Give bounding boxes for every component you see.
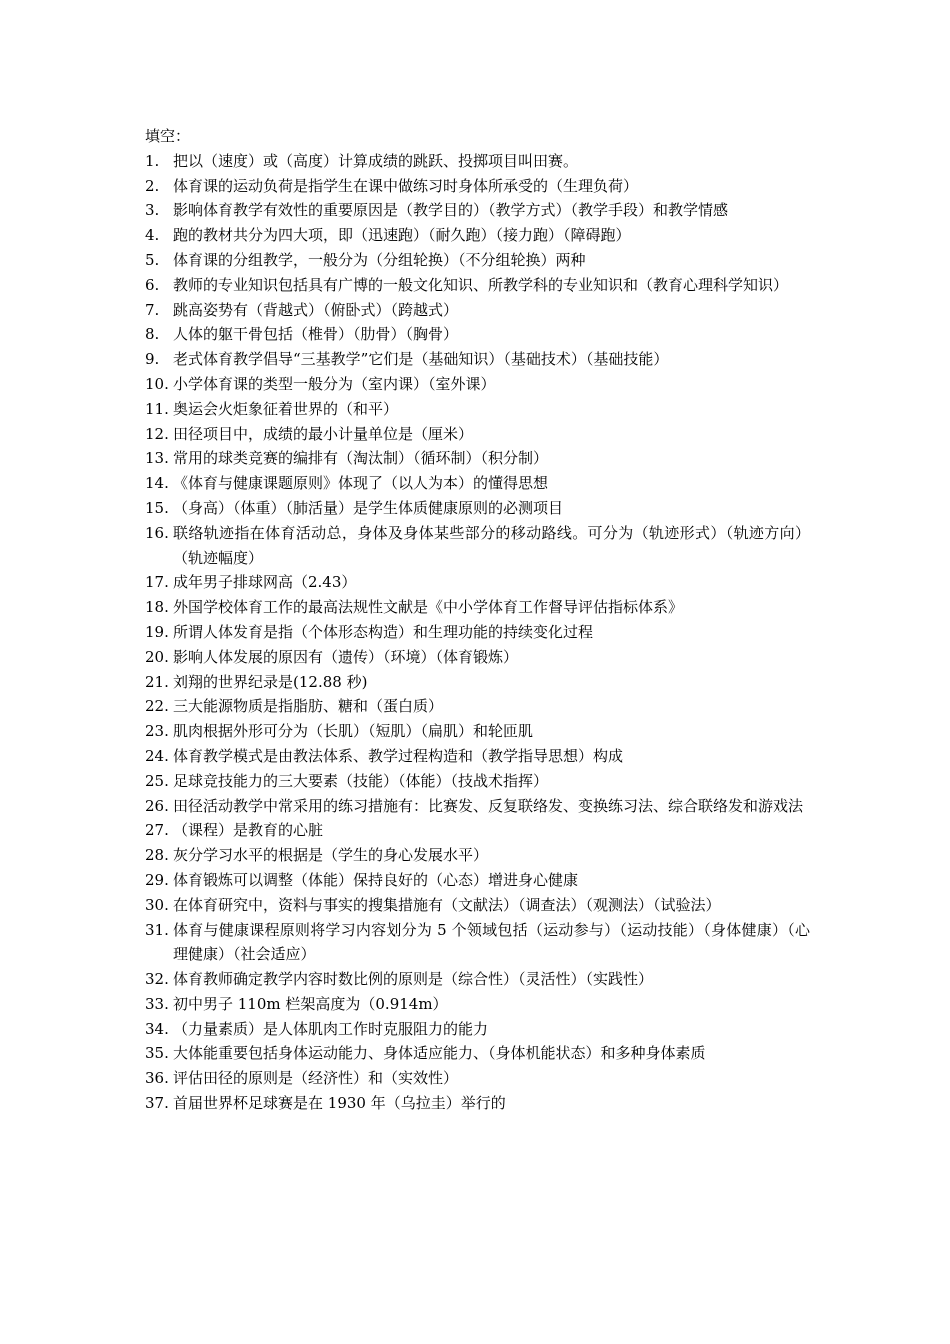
question-item — [145, 992, 810, 1017]
question-item — [145, 670, 810, 695]
question-number: 3. — [145, 201, 160, 220]
question-item — [145, 893, 810, 918]
question-number: 31. — [145, 920, 169, 939]
question-text: 把以（速度）或（高度）计算成绩的跳跃、投掷项目叫田赛。 — [173, 151, 579, 170]
question-text: 教师的专业知识包括具有广博的一般文化知识、所教学科的专业知识和（教育心理科学知识） — [173, 275, 789, 294]
question-text: （课程）是教育的心脏 — [173, 821, 324, 840]
question-item — [145, 1017, 810, 1042]
question-text: 跳高姿势有（背越式）（俯卧式）（跨越式） — [173, 300, 459, 319]
question-item — [145, 347, 810, 372]
question-item — [145, 521, 810, 571]
question-item — [145, 397, 810, 422]
question-number: 35. — [145, 1044, 169, 1063]
question-item — [145, 149, 810, 174]
question-item — [145, 645, 810, 670]
question-item — [145, 1091, 810, 1116]
question-text: 奥运会火炬象征着世界的（和平） — [173, 399, 399, 418]
question-number: 4. — [145, 226, 160, 245]
question-text: 首届世界杯足球赛是在 1930 年（乌拉圭）举行的 — [173, 1094, 506, 1113]
question-item — [145, 422, 810, 447]
question-text: 灰分学习水平的根据是（学生的身心发展水平） — [173, 846, 489, 865]
question-number: 30. — [145, 895, 169, 914]
question-number: 13. — [145, 449, 169, 468]
question-list — [145, 149, 810, 1116]
question-text: 三大能源物质是指脂肪、糖和（蛋白质） — [173, 697, 444, 716]
question-text: 体育课的运动负荷是指学生在课中做练习时身体所承受的（生理负荷） — [173, 176, 639, 195]
question-item — [145, 372, 810, 397]
question-item — [145, 273, 810, 298]
question-text: 体育锻炼可以调整（体能）保持良好的（心态）增进身心健康 — [173, 870, 579, 889]
question-text: 体育与健康课程原则将学习内容划分为 5 个领域包括（运动参与）（运动技能）（身体健康）（心理健康）（社会适应） — [173, 920, 810, 964]
question-number: 5. — [145, 250, 160, 269]
question-text: 在体育研究中，资料与事实的搜集措施有（文献法）（调查法）（观测法）（试验法） — [173, 895, 721, 914]
question-number: 11. — [145, 399, 169, 418]
question-number: 8. — [145, 325, 160, 344]
question-text: 体育课的分组教学，一般分为（分组轮换）（不分组轮换）两种 — [173, 250, 586, 269]
question-text: 体育教学模式是由教法体系、教学过程构造和（教学指导思想）构成 — [173, 746, 624, 765]
question-text: 足球竞技能力的三大要素（技能）（体能）（技战术指挥） — [173, 771, 549, 790]
question-text: 跑的教材共分为四大项，即（迅速跑）（耐久跑）（接力跑）（障碍跑） — [173, 226, 631, 245]
question-text: 大体能重要包括身体运动能力、身体适应能力、（身体机能状态）和多种身体素质 — [173, 1044, 706, 1063]
question-item — [145, 174, 810, 199]
question-text: 人体的躯干骨包括（椎骨）（肋骨）（胸骨） — [173, 325, 459, 344]
question-number: 19. — [145, 622, 169, 641]
question-number: 15. — [145, 498, 169, 517]
question-number: 29. — [145, 870, 169, 889]
question-number: 14. — [145, 474, 169, 493]
question-item — [145, 620, 810, 645]
question-number: 9. — [145, 350, 160, 369]
question-item — [145, 694, 810, 719]
question-text: 初中男子 110m 栏架高度为（0.914m） — [173, 994, 448, 1013]
question-number: 20. — [145, 647, 169, 666]
question-item — [145, 446, 810, 471]
question-item — [145, 1066, 810, 1091]
question-item — [145, 223, 810, 248]
question-number: 2. — [145, 176, 160, 195]
question-item — [145, 719, 810, 744]
question-number: 10. — [145, 374, 169, 393]
question-text: 影响体育教学有效性的重要原因是（教学目的）（教学方式）（教学手段）和教学情感 — [173, 201, 729, 220]
question-text: （力量素质）是人体肌肉工作时克服阻力的能力 — [173, 1019, 489, 1038]
question-item — [145, 818, 810, 843]
question-text: 刘翔的世界纪录是(12.88 秒) — [173, 672, 368, 691]
question-number: 28. — [145, 846, 169, 865]
question-number: 25. — [145, 771, 169, 790]
question-number: 18. — [145, 598, 169, 617]
question-number: 24. — [145, 746, 169, 765]
question-text: 田径活动教学中常采用的练习措施有：比赛发、反复联络发、变换练习法、综合联络发和游戏法 — [173, 796, 804, 815]
question-text: 常用的球类竞赛的编排有（淘汰制）（循环制）（积分制） — [173, 449, 549, 468]
question-item — [145, 967, 810, 992]
question-number: 33. — [145, 994, 169, 1013]
document-body — [145, 124, 810, 1116]
question-text: （身高）（体重）（肺活量）是学生体质健康原则的必测项目 — [173, 498, 564, 517]
question-item — [145, 570, 810, 595]
question-item — [145, 769, 810, 794]
question-number: 16. — [145, 523, 169, 542]
question-text: 所谓人体发育是指（个体形态构造）和生理功能的持续变化过程 — [173, 622, 594, 641]
question-text: 田径项目中，成绩的最小计量单位是（厘米） — [173, 424, 474, 443]
question-number: 6. — [145, 275, 160, 294]
question-text: 老式体育教学倡导“三基教学”它们是（基础知识）（基础技术）（基础技能） — [173, 350, 669, 369]
question-number: 37. — [145, 1094, 169, 1113]
question-item — [145, 744, 810, 769]
question-item — [145, 1041, 810, 1066]
section-heading: 填空： — [145, 127, 191, 145]
question-number: 22. — [145, 697, 169, 716]
question-number: 21. — [145, 672, 169, 691]
question-item — [145, 298, 810, 323]
question-text: 成年男子排球网高（2.43） — [173, 573, 357, 592]
question-text: 联络轨迹指在体育活动总，身体及身体某些部分的移动路线。可分为（轨迹形式）（轨迹方向）（轨迹幅度） — [173, 523, 810, 567]
question-item — [145, 496, 810, 521]
question-text: 体育教师确定教学内容时数比例的原则是（综合性）（灵活性）（实践性） — [173, 970, 654, 989]
question-number: 17. — [145, 573, 169, 592]
question-number: 23. — [145, 722, 169, 741]
question-number: 34. — [145, 1019, 169, 1038]
question-number: 7. — [145, 300, 160, 319]
question-item — [145, 918, 810, 968]
question-item — [145, 794, 810, 819]
question-text: 《体育与健康课题原则》体现了（以人为本）的懂得思想 — [173, 474, 549, 493]
question-number: 1. — [145, 151, 160, 170]
question-item — [145, 843, 810, 868]
question-text: 外国学校体育工作的最高法规性文献是《中小学体育工作督导评估指标体系》 — [173, 598, 684, 617]
question-item — [145, 868, 810, 893]
question-item — [145, 595, 810, 620]
question-item — [145, 248, 810, 273]
question-item — [145, 198, 810, 223]
question-item — [145, 471, 810, 496]
question-number: 32. — [145, 970, 169, 989]
question-number: 27. — [145, 821, 169, 840]
question-number: 26. — [145, 796, 169, 815]
question-text: 肌肉根据外形可分为（长肌）（短肌）（扁肌）和轮匝肌 — [173, 722, 534, 741]
question-item — [145, 322, 810, 347]
question-text: 影响人体发展的原因有（遗传）（环境）（体育锻炼） — [173, 647, 519, 666]
question-text: 小学体育课的类型一般分为（室内课）（室外课） — [173, 374, 496, 393]
question-number: 36. — [145, 1069, 169, 1088]
question-number: 12. — [145, 424, 169, 443]
question-text: 评估田径的原则是（经济性）和（实效性） — [173, 1069, 459, 1088]
